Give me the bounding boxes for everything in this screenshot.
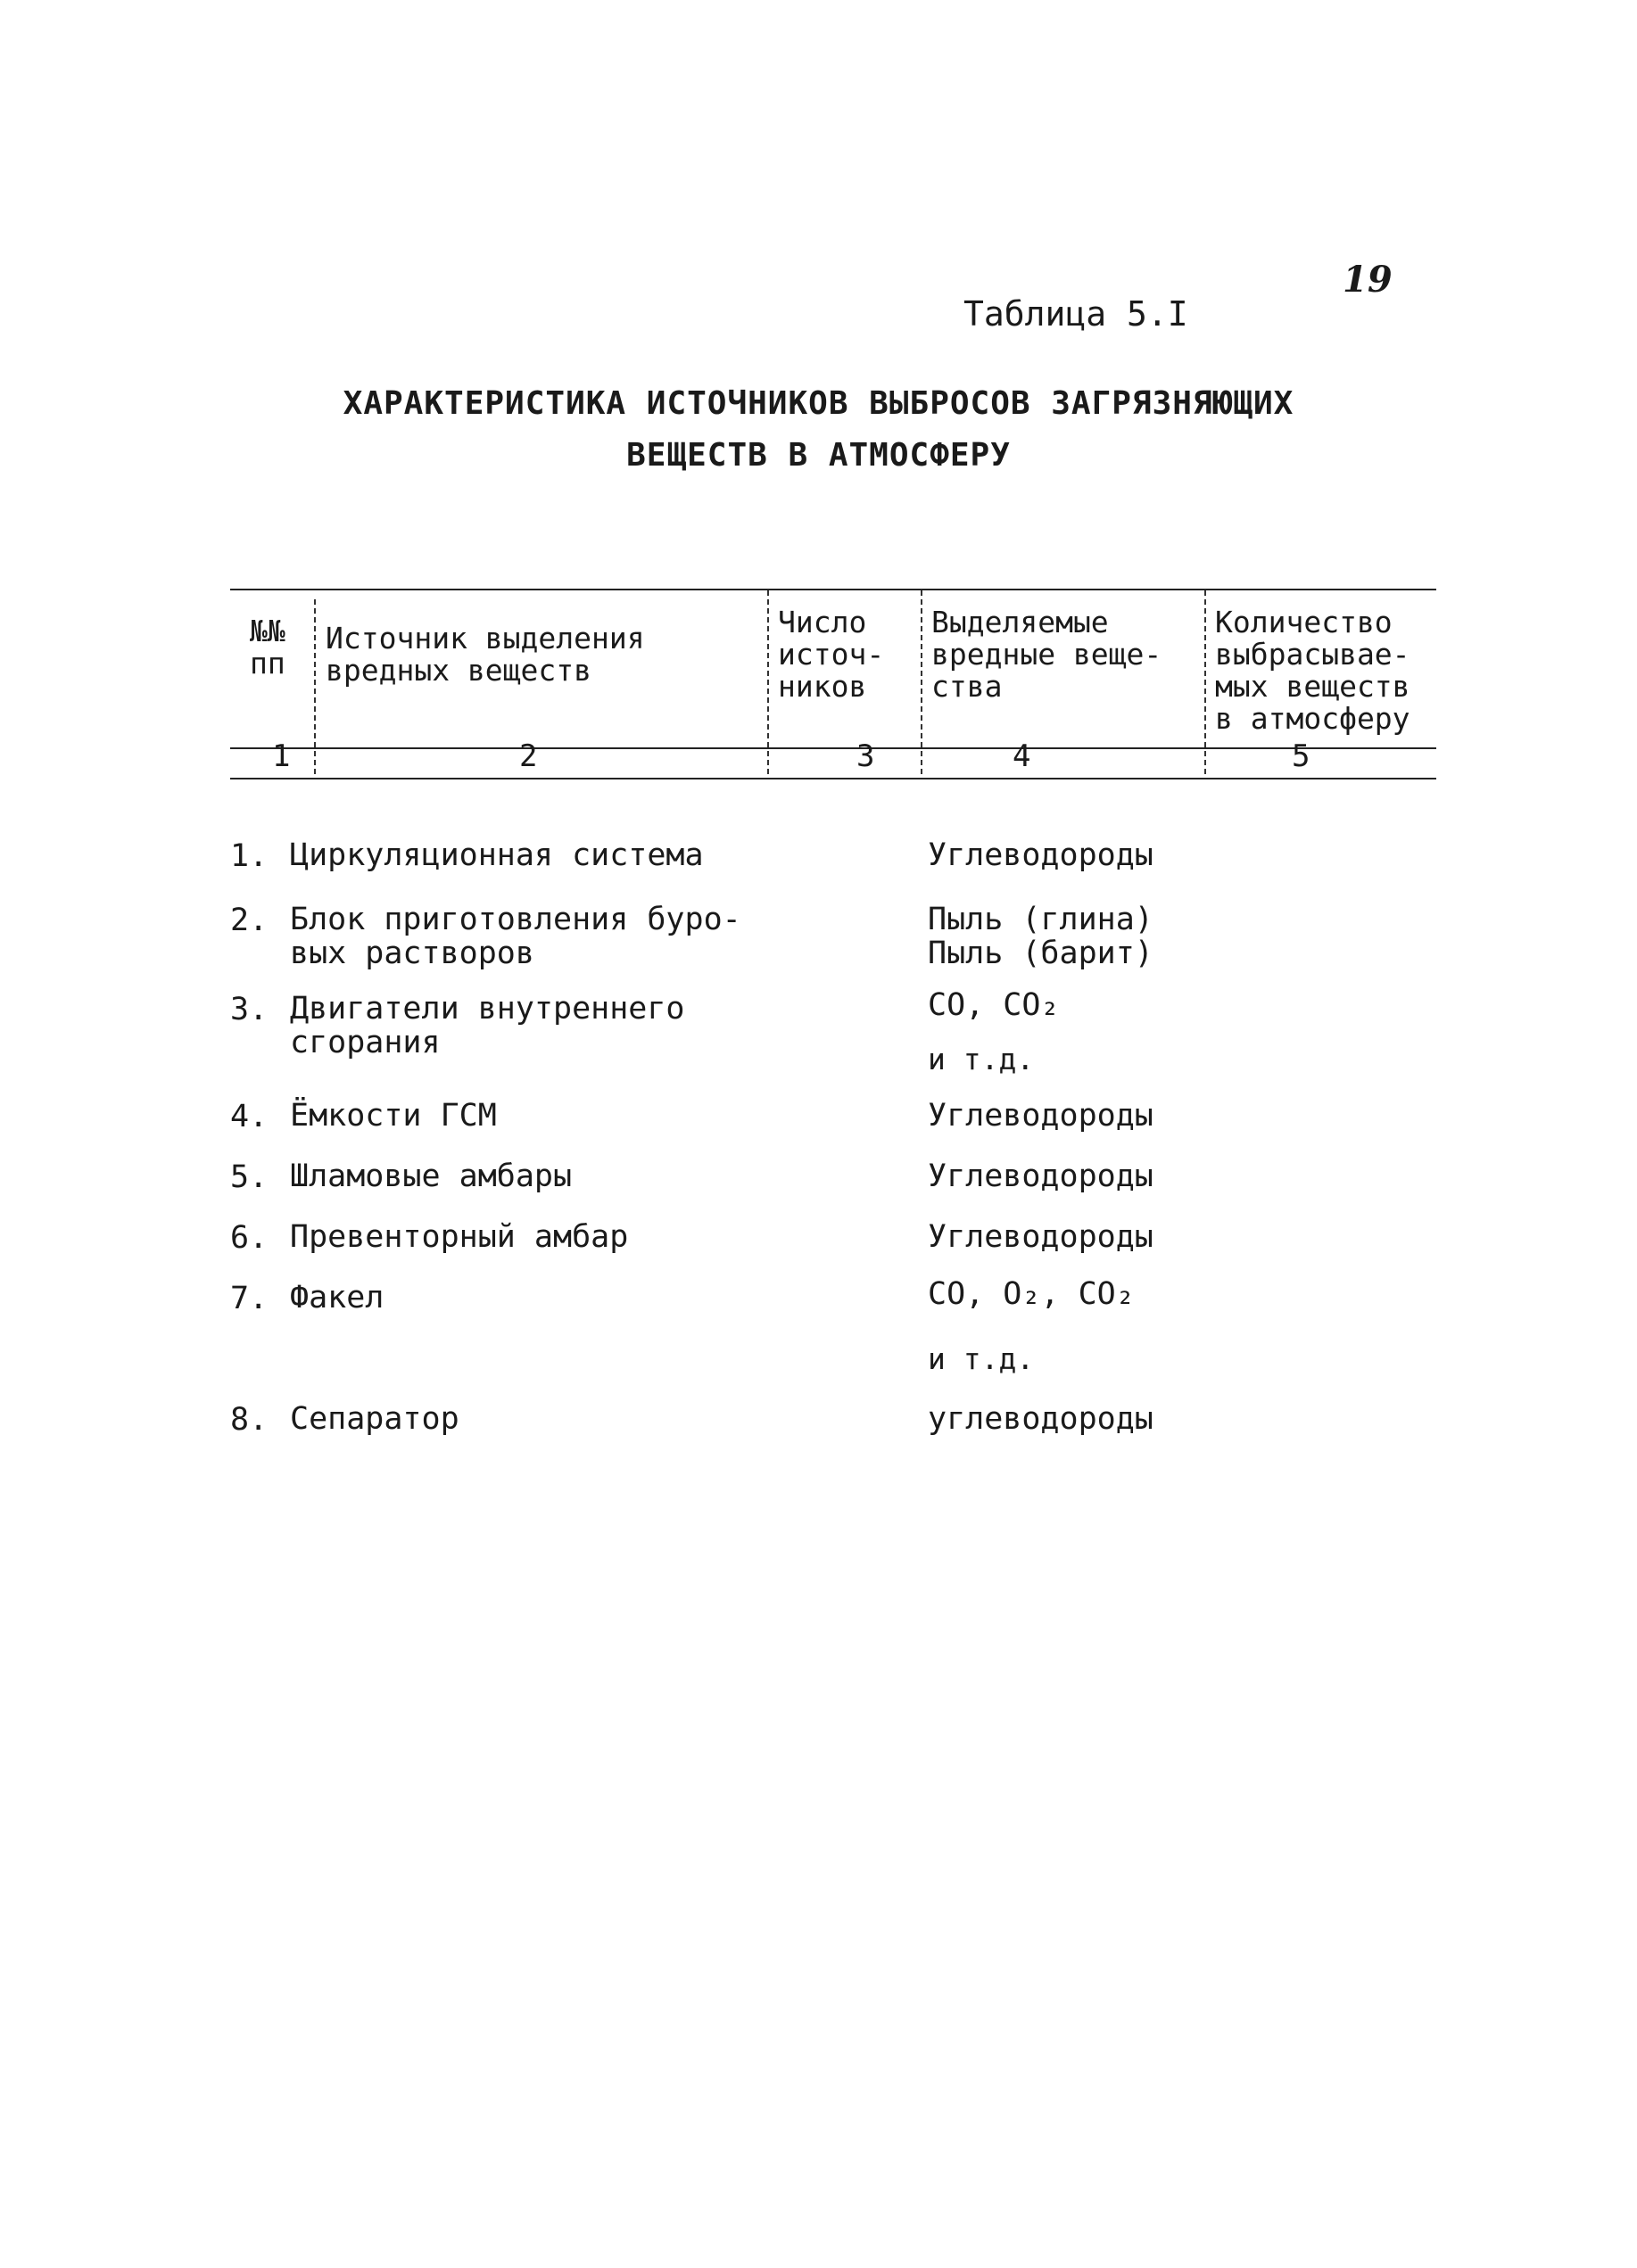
column-number: 4 [1013, 738, 1031, 774]
row-number: 5. [230, 1159, 269, 1195]
page-number: 19 [1343, 259, 1393, 301]
row-substances: Углеводороды [928, 1098, 1153, 1134]
header-quantity: Количество выбрасывае- мых веществ в атмосферу [1215, 605, 1410, 736]
header-number: №№ пп [250, 614, 285, 680]
column-number: 1 [272, 738, 291, 774]
row-substances-note: и т.д. [928, 1042, 1035, 1076]
header-count: Число источ- ников [778, 605, 885, 704]
row-source: Факел [290, 1280, 384, 1315]
row-substances: CO, O₂, CO₂ [928, 1276, 1135, 1312]
row-number: 4. [230, 1099, 269, 1134]
header-source: Источник выделения вредных веществ [326, 621, 645, 688]
column-separator [767, 590, 769, 774]
table-title-line-2: ВЕЩЕСТВ В АТМОСФЕРУ [626, 437, 1011, 474]
column-separator [1204, 590, 1206, 774]
header-substances: Выделяемые вредные веще- ства [931, 605, 1162, 704]
column-number-rule [230, 778, 1436, 779]
row-number: 1. [230, 838, 269, 874]
row-source: Шламовые амбары [290, 1159, 573, 1194]
header-rule [230, 747, 1436, 749]
row-source: Блок приготовления буро- вых растворов [290, 902, 741, 971]
row-source: Циркуляционная система [290, 837, 704, 873]
column-number: 3 [856, 738, 875, 774]
row-source: Двигатели внутреннего сгорания [290, 991, 685, 1060]
column-separator [921, 590, 922, 774]
row-substances: Углеводороды [928, 837, 1153, 873]
row-source: Превенторный амбар [290, 1219, 629, 1255]
column-number: 5 [1292, 738, 1310, 774]
row-substances: Углеводороды [928, 1159, 1153, 1194]
row-source: Ёмкости ГСМ [290, 1098, 497, 1134]
row-number: 8. [230, 1402, 269, 1438]
column-number: 2 [519, 738, 538, 774]
table-number: Таблица 5.I [963, 294, 1188, 334]
column-separator [314, 599, 316, 774]
row-substances: CO, CO₂ [928, 987, 1060, 1023]
row-substances: Пыль (глина) Пыль (барит) [928, 902, 1153, 971]
row-number: 2. [230, 903, 269, 938]
row-number: 3. [230, 992, 269, 1027]
row-substances: углеводороды [928, 1401, 1153, 1437]
table-title-line-1: ХАРАКТЕРИСТИКА ИСТОЧНИКОВ ВЫБРОСОВ ЗАГРЯЗНЯЮЩИХ [343, 385, 1294, 422]
row-number: 7. [230, 1281, 269, 1316]
row-substances-note: и т.д. [928, 1341, 1035, 1376]
table-top-rule [230, 589, 1436, 590]
row-number: 6. [230, 1220, 269, 1256]
row-source: Сепаратор [290, 1401, 459, 1437]
row-substances: Углеводороды [928, 1219, 1153, 1255]
